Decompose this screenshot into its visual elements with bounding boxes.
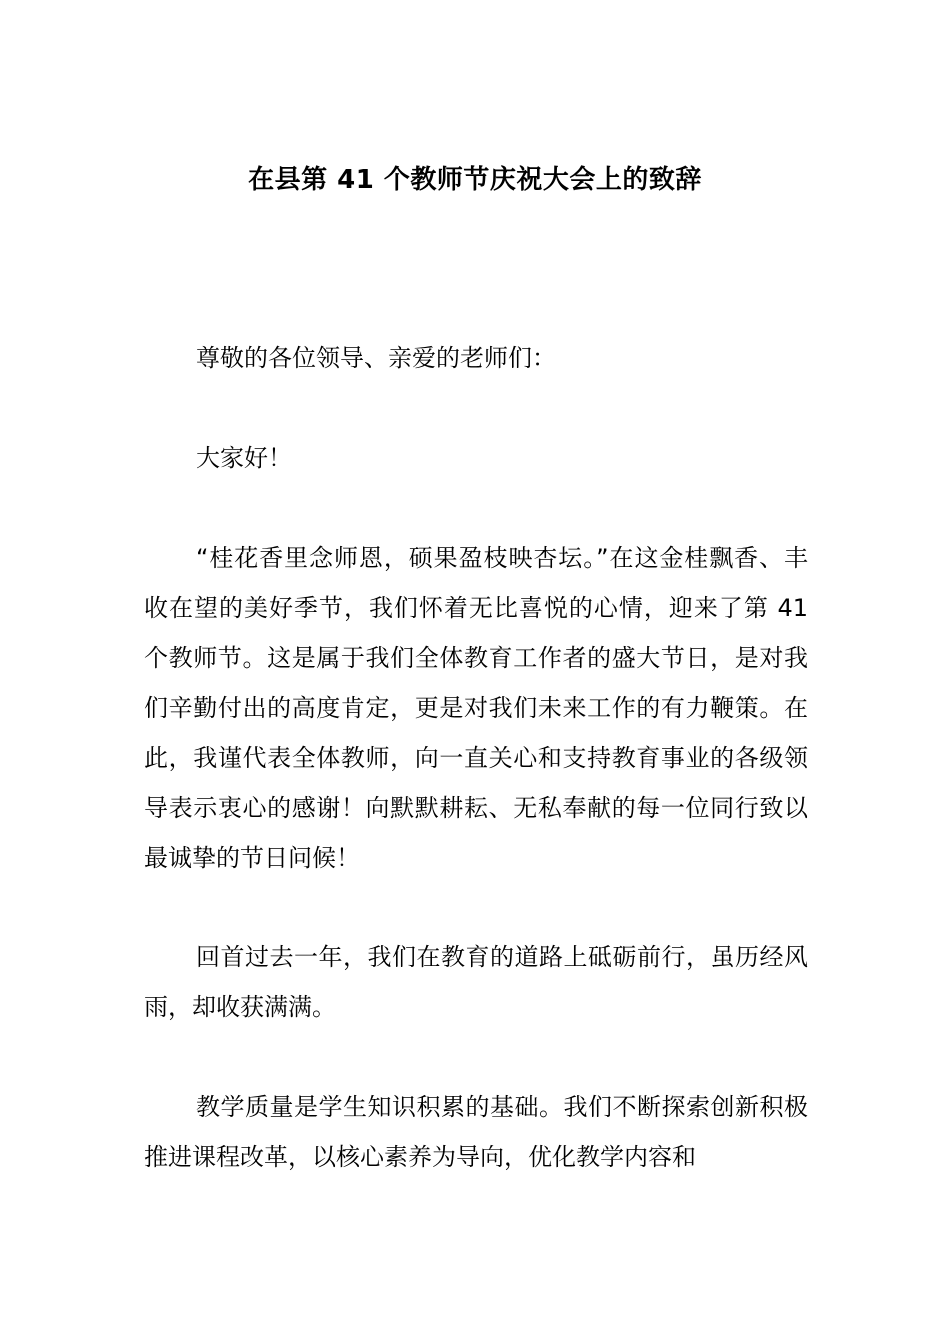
greeting-paragraph: 大家好！ [196, 444, 292, 472]
intro-paragraph: “桂花香里念师恩，硕果盈枝映杏坛。”在这金桂飘香、丰收在望的美好季节，我们怀着无比喜悦的心情，迎来了第 41 个教师节。这是属于我们全体教育工作者的盛大节日，是对我们辛勤付出的高度肯定，更是对我们未来工作的有力鞭策。在此，我谨代表全体教师，向一直关心和支持教育事业的各级领导表示衷心的感谢！向默默耕耘、无私奉献的每一位同行致以最诚挚的节日问候！ [144, 544, 808, 872]
review-paragraph: 回首过去一年，我们在教育的道路上砥砺前行，虽历经风雨，却收获满满。 [144, 943, 808, 1021]
document-title: 在县第 41 个教师节庆祝大会上的致辞 [248, 165, 702, 195]
teaching-quality-paragraph: 教学质量是学生知识积累的基础。我们不断探索创新积极推进课程改革，以核心素养为导向，优化教学内容和 [144, 1093, 808, 1171]
salutation-paragraph: 尊敬的各位领导、亲爱的老师们： [196, 344, 556, 372]
